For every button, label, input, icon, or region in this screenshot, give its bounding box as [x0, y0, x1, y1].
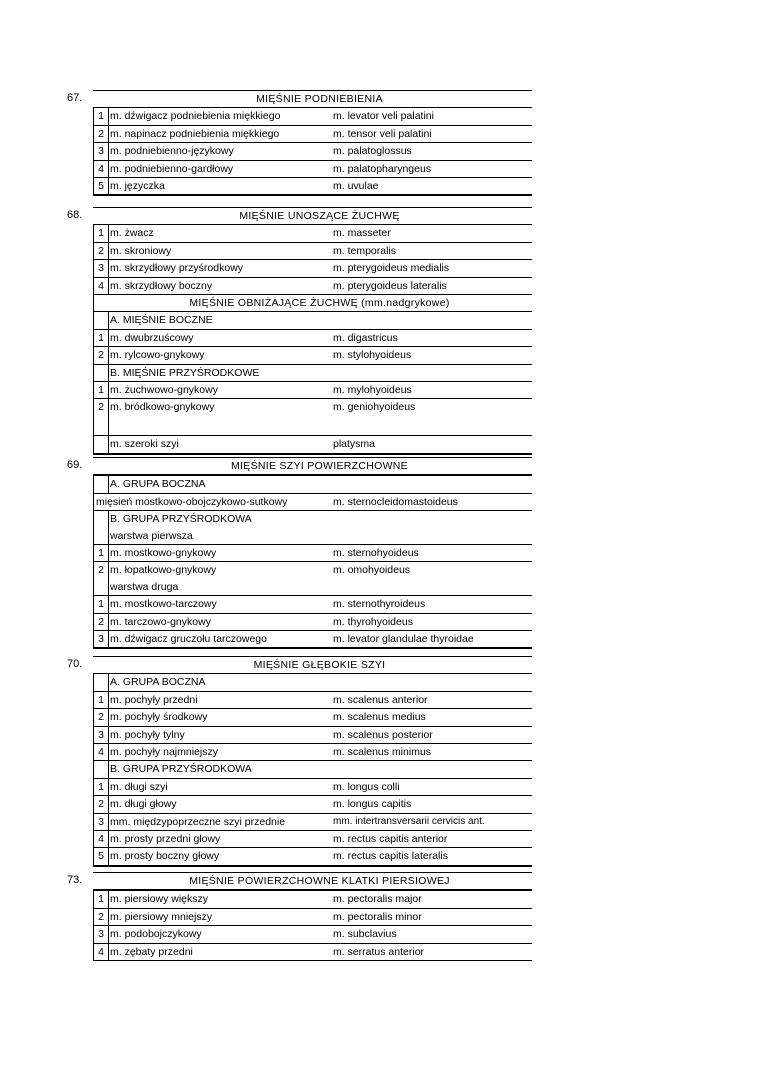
table-row: 2 m. napinacz podniebienia miękkiego m. tensor veli palatini — [93, 126, 532, 143]
polish-name: m. rylcowo-gnykowy — [110, 349, 205, 362]
group-label: warstwa pierwsza — [93, 528, 532, 545]
latin-name: mm. intertransversarii cervicis ant. — [333, 815, 485, 827]
table-header — [93, 208, 532, 225]
table-row: 4 m. zębaty przedni m. serratus anterior — [93, 944, 532, 961]
section-number: 67. — [67, 92, 83, 104]
table-row: 1 m. pochyły przedni m. scalenus anterior — [93, 692, 532, 709]
latin-name: m. masseter — [333, 227, 391, 240]
muscle-table — [93, 457, 532, 649]
group-label: B. GRUPA PRZYŚRODKOWA — [93, 511, 532, 527]
polish-name: mm. międzypoprzeczne szyi przednie — [110, 815, 286, 828]
section-number: 70. — [67, 658, 83, 670]
group-label: A. GRUPA BOCZNA — [93, 476, 532, 493]
subsection-title: MIĘŚNIE OBNIŻAJĄCE ŻUCHWĘ (mm.nadgrykowe) — [189, 296, 450, 309]
polish-name: m. napinacz podniebienia miękkiego — [110, 127, 280, 140]
polish-name: m. żuchwowo-gnykowy — [110, 383, 218, 396]
section-title: MIĘŚNIE UNOSZĄCE ŻUCHWĘ — [239, 210, 400, 222]
table-row: 1 m. dwubrzuścowy m. digastricus — [93, 330, 532, 347]
latin-name: m. scalenus anterior — [333, 693, 428, 706]
table-row: 5 m. języczka m. uvulae — [93, 178, 532, 196]
polish-name: m. dwubrzuścowy — [110, 331, 194, 344]
polish-name: m. pochyły tylny — [110, 728, 185, 741]
latin-name: platysma — [333, 438, 376, 451]
table-row: 1 m. mostkowo-gnykowy m. sternohyoideus — [93, 545, 532, 562]
latin-name: m. pectoralis minor — [333, 910, 422, 923]
polish-name: m. skrzydłowy przyśrodkowy — [110, 262, 244, 275]
table-row: 3 m. skrzydłowy przyśrodkowy m. pterygoideus medialis — [93, 260, 532, 277]
latin-name: m. longus capitis — [333, 798, 412, 811]
polish-name: m. pochyły środkowy — [110, 711, 208, 724]
latin-name: m. uvulae — [333, 179, 379, 192]
polish-name: m. piersiowy mniejszy — [110, 910, 213, 923]
latin-name: m. pectoralis major — [333, 893, 422, 906]
table-row: 3 m. pochyły tylny m. scalenus posterior — [93, 727, 532, 744]
polish-name: m. skrzydłowy boczny — [110, 279, 213, 292]
table-row: 1 m. żuchwowo-gnykowy m. mylohyoideus — [93, 382, 532, 399]
table-row: 2 m. piersiowy mniejszy m. pectoralis minor — [93, 909, 532, 926]
polish-name: m. bródkowo-gnykowy — [110, 401, 215, 414]
polish-name: m. zębaty przedni — [110, 945, 193, 958]
polish-name: m. prosty boczny głowy — [110, 850, 220, 863]
table-row: 1 m. piersiowy większy m. pectoralis major — [93, 891, 532, 908]
latin-name: m. sternocleidomastoideus — [333, 495, 458, 508]
section-number: 68. — [67, 209, 83, 221]
table-header — [93, 873, 532, 891]
latin-name: m. subclavius — [333, 928, 397, 941]
latin-name: m. scalenus posterior — [333, 728, 433, 741]
latin-name: m. pterygoideus lateralis — [333, 279, 447, 292]
latin-name: m. levator glandulae thyroidae — [333, 632, 474, 645]
table-row: 3 m. podobojczykowy m. subclavius — [93, 926, 532, 943]
table-header — [93, 657, 532, 674]
polish-name: mięsień mostkowo-obojczykowo-sutkowy — [96, 495, 288, 508]
table-row: 2 m. pochyły środkowy m. scalenus medius — [93, 709, 532, 726]
table-row: 3 mm. międzypoprzeczne szyi przednie mm. intertransversarii cervicis ant. — [93, 814, 532, 831]
latin-name: m. levator veli palatini — [333, 110, 434, 123]
muscle-table — [93, 872, 532, 961]
polish-name: m. długi głowy — [110, 798, 177, 811]
table-row-empty — [93, 419, 532, 436]
table-header — [93, 458, 532, 476]
group-label: A. MIĘŚNIE BOCZNE — [93, 312, 532, 329]
table-row: 4 m. pochyły najmniejszy m. scalenus minimus — [93, 744, 532, 761]
polish-name: m. długi szyi — [110, 780, 168, 793]
table-header — [93, 91, 532, 108]
group-label: B. MIĘŚNIE PRZYŚRODKOWE — [93, 365, 532, 382]
polish-name: m. pochyły najmniejszy — [110, 745, 218, 758]
latin-name: m. serratus anterior — [333, 945, 425, 958]
table-row: 2 m. bródkowo-gnykowy m. geniohyoideus — [93, 399, 532, 419]
section-title: MIĘŚNIE PODNIEBIENIA — [256, 93, 383, 105]
latin-name: m. rectus capitis anterior — [333, 832, 448, 845]
polish-name: m. prosty przedni głowy — [110, 832, 221, 845]
latin-name: m. scalenus minimus — [333, 745, 432, 758]
table-row — [93, 436, 532, 454]
polish-name: m. żwacz — [110, 227, 154, 240]
table-row: 4 m. podniebienno-gardłowy m. palatopharyngeus — [93, 161, 532, 178]
table-row: 5 m. prosty boczny głowy m. rectus capitis lateralis — [93, 848, 532, 866]
polish-name: m. mostkowo-tarczowy — [110, 598, 217, 611]
table-row: 1 m. żwacz m. masseter — [93, 225, 532, 242]
latin-name: m. sternohyoideus — [333, 546, 419, 559]
polish-name: m. tarczowo-gnykowy — [110, 615, 211, 628]
latin-name: m. palatopharyngeus — [333, 162, 432, 175]
group-label: warstwa druga — [93, 579, 532, 596]
group-label: B. GRUPA PRZYŚRODKOWA — [93, 761, 532, 778]
table-row: 3 m. podniebienno-językowy m. palatoglossus — [93, 143, 532, 160]
latin-name: m. sternothyroideus — [333, 598, 426, 611]
latin-name: m. tensor veli palatini — [333, 127, 432, 140]
latin-name: m. pterygoideus medialis — [333, 262, 450, 275]
table-row: 3 m. dźwigacz gruczołu tarczowego m. levator glandulae thyroidae — [93, 631, 532, 649]
latin-name: m. stylohyoideus — [333, 349, 412, 362]
muscle-table — [93, 90, 532, 196]
latin-name: m. rectus capitis lateralis — [333, 850, 448, 863]
polish-name: m. podniebienno-językowy — [110, 145, 234, 158]
table-row: 1 m. długi szyi m. longus colli — [93, 779, 532, 796]
table-row: 2 m. rylcowo-gnykowy m. stylohyoideus — [93, 347, 532, 364]
section-number: 73. — [67, 874, 83, 886]
polish-name: m. szeroki szyi — [110, 438, 179, 451]
table-row: 2 m. tarczowo-gnykowy m. thyrohyoideus — [93, 614, 532, 631]
table-row: 4 m. prosty przedni głowy m. rectus capitis anterior — [93, 831, 532, 848]
section-title: MIĘŚNIE SZYI POWIERZCHOWNE — [231, 460, 408, 472]
latin-name: m. thyrohyoideus — [333, 615, 413, 628]
latin-name: m. longus colli — [333, 780, 400, 793]
latin-name: m. mylohyoideus — [333, 383, 412, 396]
polish-name: m. mostkowo-gnykowy — [110, 546, 217, 559]
muscle-table — [93, 656, 532, 867]
polish-name: m. skroniowy — [110, 244, 172, 257]
latin-name: m. digastricus — [333, 331, 398, 344]
polish-name: m. podobojczykowy — [110, 928, 202, 941]
group-label: A. GRUPA BOCZNA — [93, 674, 532, 691]
polish-name: m. dźwigacz gruczołu tarczowego — [110, 632, 267, 645]
table-row: 4 m. skrzydłowy boczny m. pterygoideus lateralis — [93, 278, 532, 295]
table-row: 2 m. skroniowy m. temporalis — [93, 243, 532, 260]
polish-name: m. podniebienno-gardłowy — [110, 162, 234, 175]
section-title: MIĘŚNIE GŁĘBOKIE SZYI — [253, 659, 386, 671]
polish-name: m. pochyły przedni — [110, 693, 198, 706]
polish-name: m. łopatkowo-gnykowy — [110, 564, 217, 577]
polish-name: m. języczka — [110, 179, 165, 192]
table-subheader — [93, 295, 532, 312]
table-row: 1 m. mostkowo-tarczowy m. sternothyroideus — [93, 596, 532, 613]
table-row: 2 m. długi głowy m. longus capitis — [93, 796, 532, 813]
section-title: MIĘŚNIE POWIERZCHOWNE KLATKI PIERSIOWEJ — [189, 875, 450, 887]
latin-name: m. omohyoideus — [333, 564, 411, 577]
section-number: 69. — [67, 459, 83, 471]
table-row — [93, 494, 532, 511]
latin-name: m. temporalis — [333, 244, 397, 257]
polish-name: m. dźwigacz podniebienia miękkiego — [110, 110, 281, 123]
polish-name: m. piersiowy większy — [110, 893, 209, 906]
latin-name: m. scalenus medius — [333, 711, 426, 724]
table-row: 2 m. łopatkowo-gnykowy m. omohyoideus — [93, 562, 532, 578]
latin-name: m. palatoglossus — [333, 145, 412, 158]
latin-name: m. geniohyoideus — [333, 401, 416, 414]
table-row: 1 m. dźwigacz podniebienia miękkiego m. levator veli palatini — [93, 108, 532, 125]
muscle-table — [93, 207, 532, 455]
